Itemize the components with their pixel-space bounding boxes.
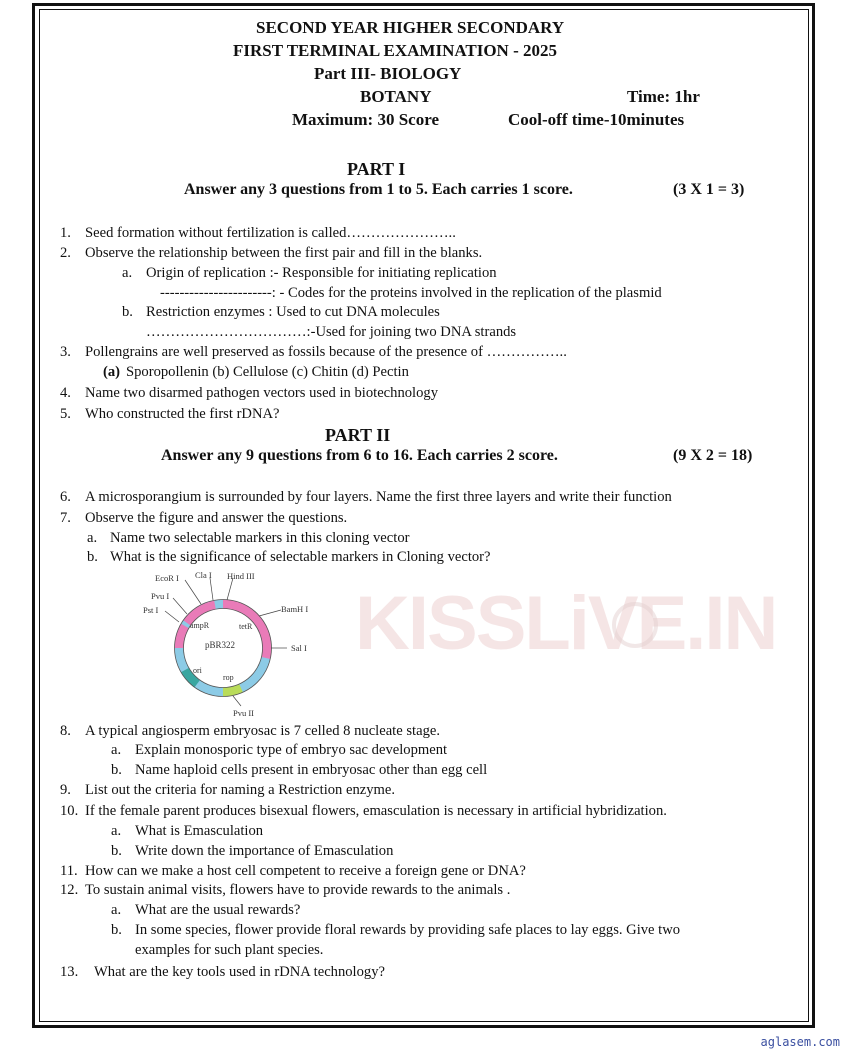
label-sali: Sal I bbox=[291, 643, 307, 653]
q2a-fill: -----------------------: - Codes for the proteins involved in the replication of the plasmid bbox=[160, 285, 662, 301]
q13-number: 13. bbox=[60, 964, 79, 980]
header-line1: SECOND YEAR HIGHER SECONDARY bbox=[256, 18, 565, 37]
header-line2: FIRST TERMINAL EXAMINATION - 2025 bbox=[233, 41, 557, 60]
q3-option-a-label: (a) bbox=[103, 364, 121, 380]
label-psti: Pst I bbox=[143, 605, 159, 615]
q8a-text: Explain monosporic type of embryo sac development bbox=[135, 742, 448, 758]
q12-text: To sustain animal visits, flowers have to provide rewards to the animals . bbox=[85, 882, 511, 898]
q8a-label: a. bbox=[111, 742, 122, 758]
watermark: KISSLiVE.IN bbox=[355, 581, 777, 666]
q4-text: Name two disarmed pathogen vectors used in biotechnology bbox=[85, 385, 439, 401]
q12b-text-line2: examples for such plant species. bbox=[135, 942, 324, 958]
q10b-text: Write down the importance of Emasculation bbox=[135, 843, 394, 859]
q12-number: 12. bbox=[60, 882, 79, 898]
q6-number: 6. bbox=[60, 489, 71, 505]
q11-text: How can we make a host cell competent to receive a foreign gene or DNA? bbox=[85, 863, 526, 879]
label-pvuii: Pvu II bbox=[233, 708, 255, 718]
q10-number: 10. bbox=[60, 803, 79, 819]
q8-text: A typical angiosperm embryosac is 7 celled 8 nucleate stage. bbox=[85, 723, 440, 739]
q11-number: 11. bbox=[60, 863, 78, 879]
label-ecori: EcoR I bbox=[155, 573, 179, 583]
q2b-text: Restriction enzymes : Used to cut DNA molecules bbox=[146, 304, 440, 320]
part2-title: PART II bbox=[325, 425, 391, 445]
q2-text: Observe the relationship between the first pair and fill in the blanks. bbox=[85, 245, 483, 261]
q4-number: 4. bbox=[60, 385, 71, 401]
q7b-text: What is the significance of selectable markers in Cloning vector? bbox=[110, 549, 491, 565]
part1-marks: (3 X 1 = 3) bbox=[673, 181, 745, 198]
q5-number: 5. bbox=[60, 406, 71, 422]
label-ori: ori bbox=[193, 666, 202, 675]
q2b-label: b. bbox=[122, 304, 133, 320]
label-hindiii: Hind III bbox=[227, 571, 255, 581]
q13-text: What are the key tools used in rDNA technology? bbox=[94, 964, 385, 980]
q10-text: If the female parent produces bisexual flowers, emasculation is necessary in artificial hybridization. bbox=[85, 803, 667, 819]
q12a-text: What are the usual rewards? bbox=[135, 902, 301, 918]
header-max-score: Maximum: 30 Score bbox=[292, 110, 439, 129]
q6-text: A microsporangium is surrounded by four layers. Name the first three layers and write their function bbox=[85, 489, 672, 505]
q9-number: 9. bbox=[60, 782, 71, 798]
q10a-label: a. bbox=[111, 823, 122, 839]
header-line3: Part III- BIOLOGY bbox=[314, 64, 462, 83]
q7a-label: a. bbox=[87, 530, 98, 546]
part1-title: PART I bbox=[347, 159, 406, 179]
q8-number: 8. bbox=[60, 723, 71, 739]
q2a-label: a. bbox=[122, 265, 133, 281]
q7b-label: b. bbox=[87, 549, 98, 565]
rop-segment bbox=[223, 688, 241, 692]
q2-number: 2. bbox=[60, 245, 71, 261]
q12b-text-line1: In some species, flower provide floral rewards by providing safe places to lay eggs. Give two bbox=[135, 922, 681, 938]
q12b-label: b. bbox=[111, 922, 122, 938]
q7-text: Observe the figure and answer the questions. bbox=[85, 510, 348, 526]
q10a-text: What is Emasculation bbox=[135, 823, 264, 839]
q3-number: 3. bbox=[60, 344, 71, 360]
q12a-label: a. bbox=[111, 902, 122, 918]
q7-number: 7. bbox=[60, 510, 71, 526]
plasmid-pbr322-figure bbox=[135, 566, 325, 724]
q5-text: Who constructed the first rDNA? bbox=[85, 406, 280, 422]
registered-mark-icon bbox=[612, 602, 658, 648]
q3-text: Pollengrains are well preserved as fossils because of the presence of …………….. bbox=[85, 344, 567, 360]
label-clai: Cla I bbox=[195, 570, 212, 580]
q1-number: 1. bbox=[60, 225, 71, 241]
q3-options: Sporopollenin (b) Cellulose (c) Chitin (d) Pectin bbox=[126, 364, 409, 380]
header-cool-off: Cool-off time-10minutes bbox=[508, 110, 685, 129]
part2-instruction: Answer any 9 questions from 6 to 16. Each carries 2 score. bbox=[161, 447, 558, 464]
q10b-label: b. bbox=[111, 843, 122, 859]
footer-site-link[interactable]: aglasem.com bbox=[760, 1035, 840, 1049]
part1-instruction: Answer any 3 questions from 1 to 5. Each carries 1 score. bbox=[184, 181, 573, 198]
q9-text: List out the criteria for naming a Restriction enzyme. bbox=[85, 782, 396, 798]
label-plasmid-name: pBR322 bbox=[205, 640, 236, 650]
q2a-text: Origin of replication :- Responsible for initiating replication bbox=[146, 265, 497, 281]
q7a-text: Name two selectable markers in this cloning vector bbox=[110, 530, 410, 546]
q2b-fill: ……………………………:-Used for joining two DNA strands bbox=[146, 324, 517, 340]
label-ampr: ampR bbox=[190, 621, 210, 630]
part2-marks: (9 X 2 = 18) bbox=[673, 447, 753, 464]
label-tetr: tetR bbox=[239, 622, 253, 631]
label-bamhi: BamH I bbox=[281, 604, 309, 614]
q1-text: Seed formation without fertilization is called………………….. bbox=[85, 225, 456, 241]
header-subject: BOTANY bbox=[360, 87, 432, 106]
ampr-segment bbox=[179, 626, 185, 648]
label-rop: rop bbox=[223, 673, 234, 682]
q8b-text: Name haploid cells present in embryosac other than egg cell bbox=[135, 762, 488, 778]
header-time: Time: 1hr bbox=[627, 87, 700, 106]
q8b-label: b. bbox=[111, 762, 122, 778]
label-pvui: Pvu I bbox=[151, 591, 170, 601]
